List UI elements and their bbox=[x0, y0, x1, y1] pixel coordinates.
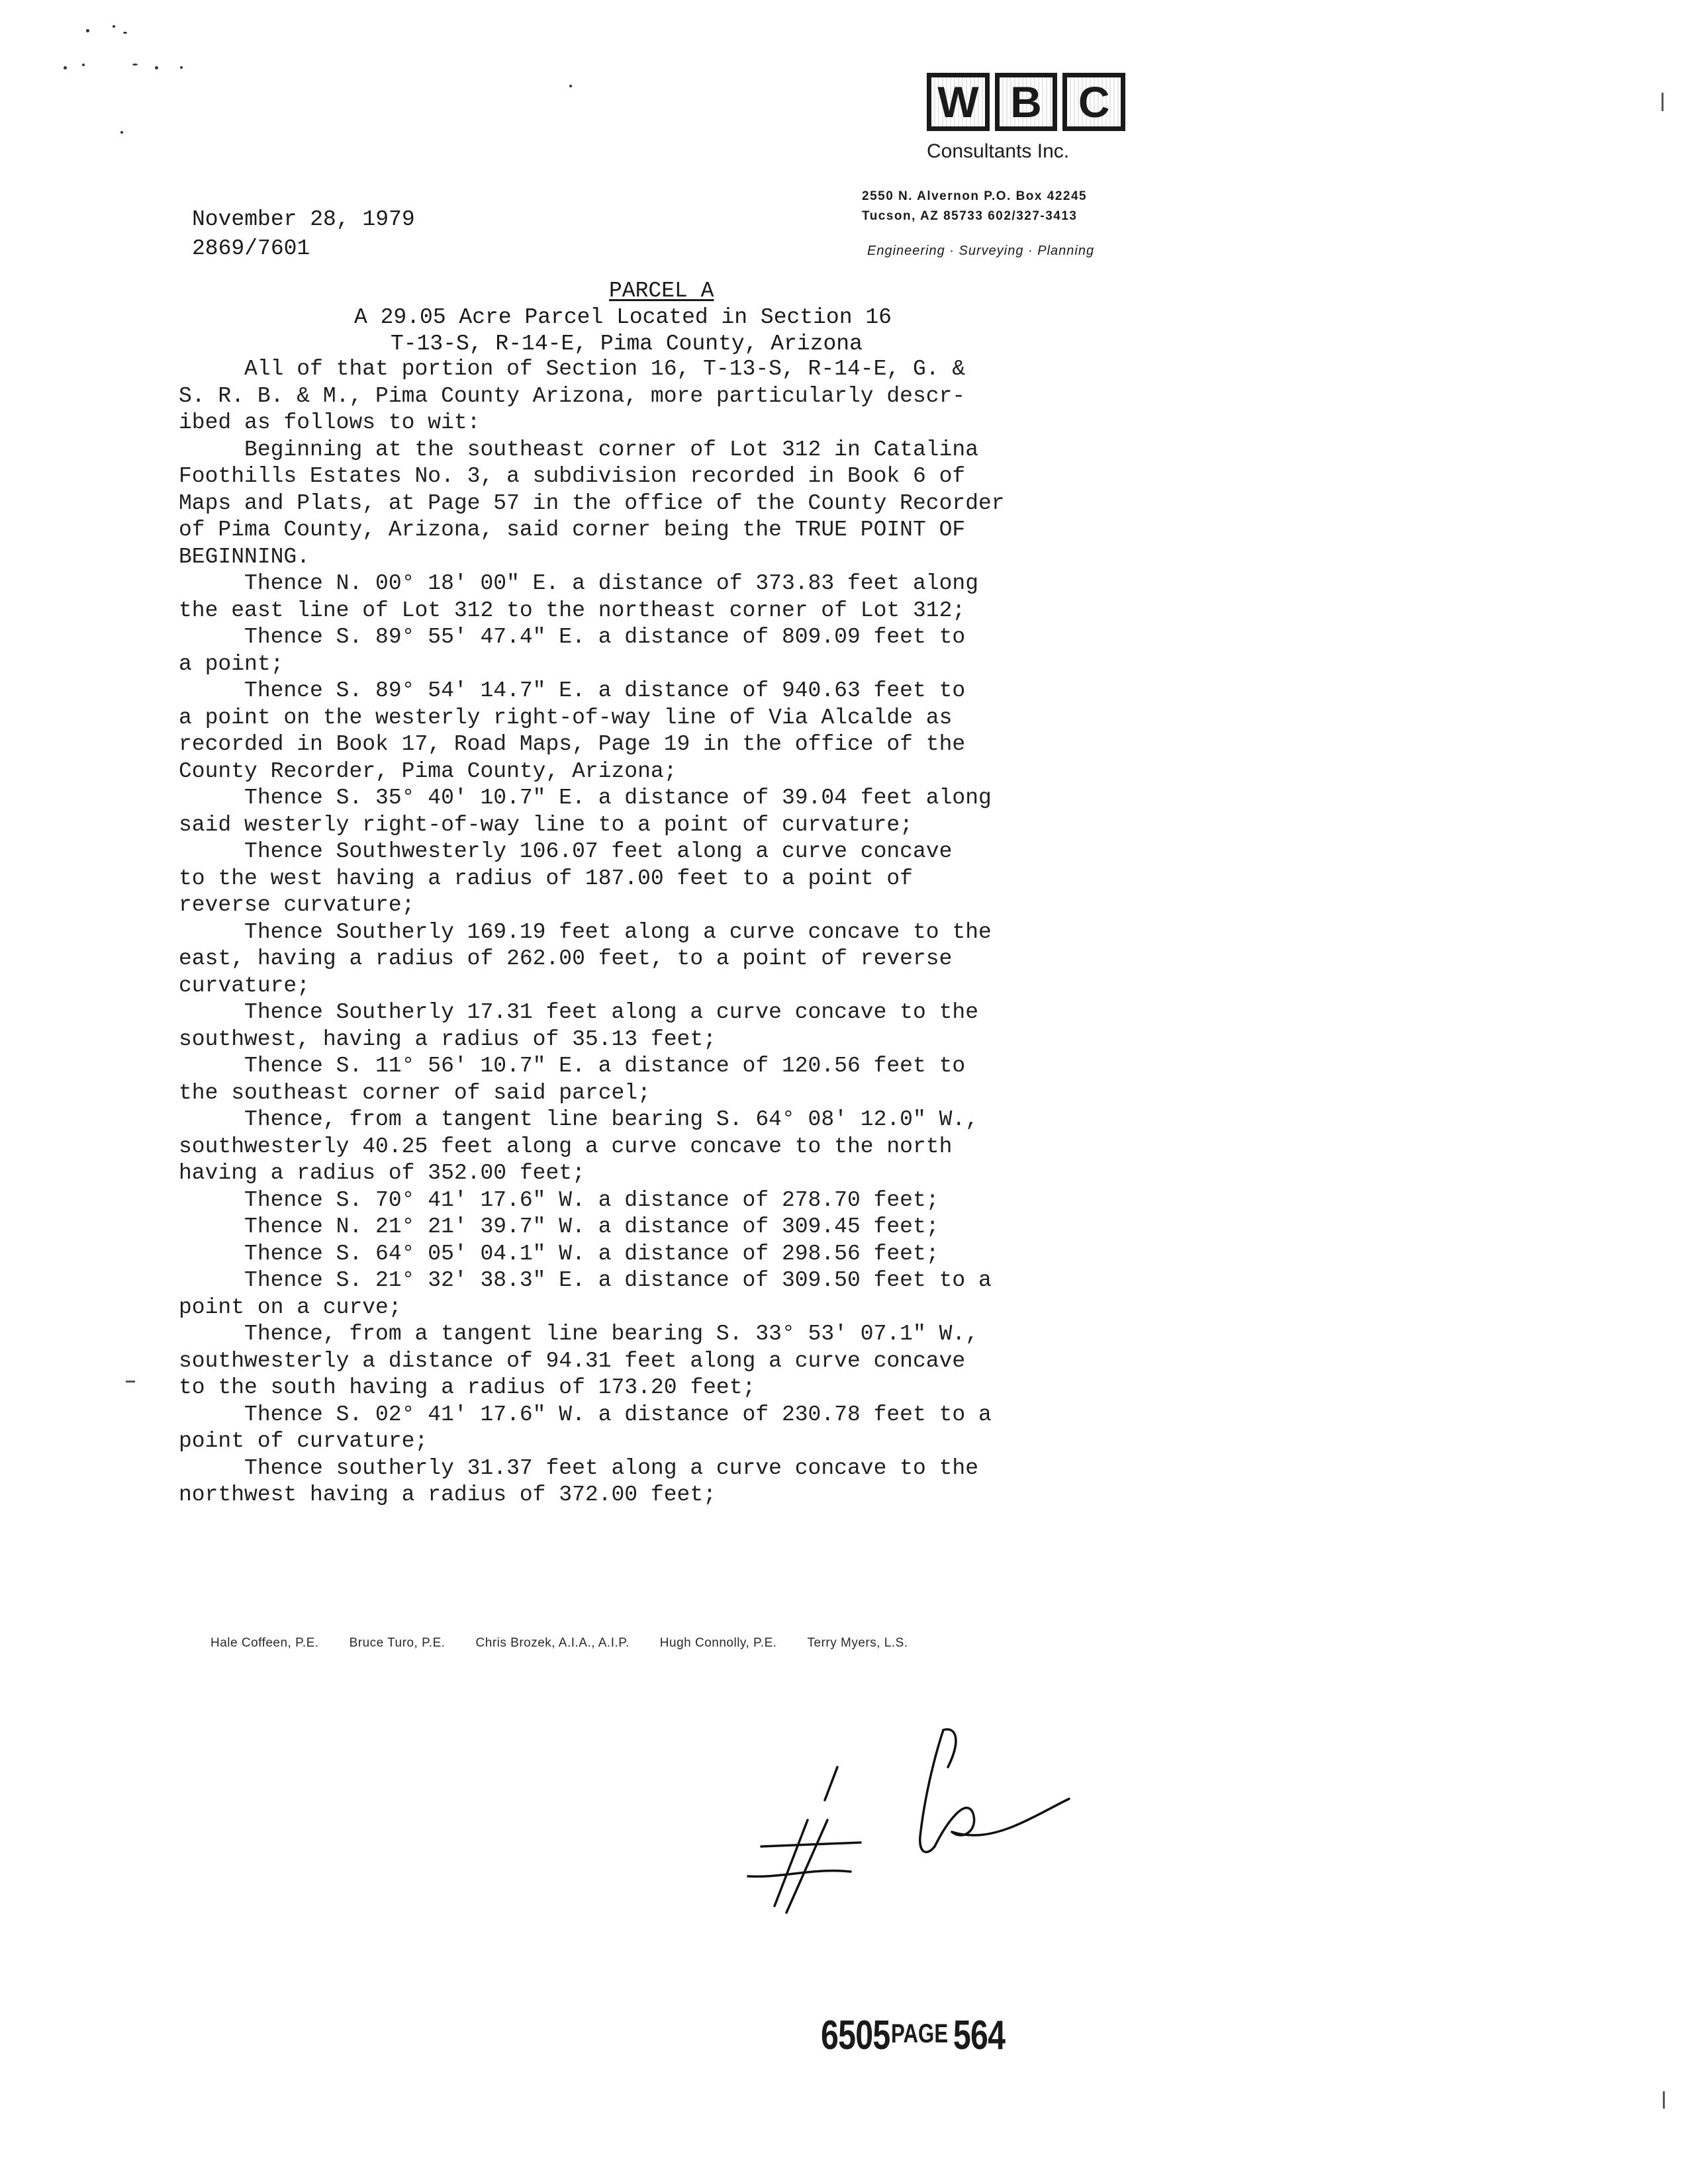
letter-date: November 28, 1979 bbox=[192, 207, 415, 232]
page-number: 564 bbox=[953, 2013, 1006, 2058]
logo-letter-b: B bbox=[995, 73, 1058, 131]
company-address bbox=[862, 187, 1180, 226]
description-line: BEGINNING. bbox=[179, 544, 310, 569]
scan-speck bbox=[180, 66, 183, 69]
logo-letter-w: W bbox=[927, 73, 990, 131]
margin-mark bbox=[1662, 93, 1664, 111]
file-number: 2869/7601 bbox=[192, 236, 310, 261]
description-line: Thence S. 64° 05' 04.1" W. a distance of 298.56 feet; bbox=[179, 1241, 939, 1266]
description-line: Beginning at the southeast corner of Lot 312 in Catalina bbox=[179, 437, 978, 462]
margin-mark bbox=[126, 1381, 135, 1383]
date-block bbox=[192, 205, 415, 263]
description-line: ibed as follows to wit: bbox=[179, 410, 481, 435]
description-line: to the south having a radius of 173.20 feet; bbox=[179, 1375, 756, 1400]
description-line: reverse curvature; bbox=[179, 893, 415, 917]
logo-letter-c: C bbox=[1062, 73, 1125, 131]
description-line: Thence, from a tangent line bearing S. 33° 53' 07.1" W., bbox=[179, 1322, 978, 1346]
staff-name: Bruce Turo, P.E. bbox=[349, 1636, 445, 1650]
address-line: 2550 N. Alvernon P.O. Box 42245 bbox=[862, 189, 1088, 203]
staff-name: Terry Myers, L.S. bbox=[807, 1636, 908, 1650]
staff-name: Chris Brozek, A.I.A., A.I.P. bbox=[475, 1636, 630, 1650]
description-line: Thence S. 89° 54' 14.7" E. a distance of 940.63 feet to bbox=[179, 678, 966, 703]
description-line: point of curvature; bbox=[179, 1429, 428, 1453]
description-line: having a radius of 352.00 feet; bbox=[179, 1161, 585, 1185]
company-services: Engineering · Surveying · Planning bbox=[867, 244, 1095, 258]
address-line: Tucson, AZ 85733 602/327-3413 bbox=[862, 209, 1078, 223]
description-line: Thence southerly 31.37 feet along a curve concave to the bbox=[179, 1455, 978, 1480]
parcel-heading: PARCEL A bbox=[609, 279, 714, 303]
description-line: the southeast corner of said parcel; bbox=[179, 1080, 651, 1105]
description-line: Thence Southerly 17.31 feet along a curve concave to the bbox=[179, 1000, 978, 1024]
scan-speck bbox=[132, 64, 138, 66]
docket-number: 6505 bbox=[821, 2013, 890, 2058]
description-line: S. R. B. & M., Pima County Arizona, more particularly descr- bbox=[179, 383, 966, 408]
description-line: Thence S. 11° 56' 10.7" E. a distance of 120.56 feet to bbox=[179, 1054, 966, 1078]
description-line: southwest, having a radius of 35.13 feet; bbox=[179, 1026, 716, 1052]
description-line: east, having a radius of 262.00 feet, to a point of reverse bbox=[179, 946, 953, 971]
description-line: Thence S. 02° 41' 17.6" W. a distance of 230.78 feet to a bbox=[179, 1402, 992, 1427]
description-line: Thence S. 89° 55' 47.4" E. a distance of 809.09 feet to bbox=[179, 625, 966, 649]
description-line: curvature; bbox=[179, 973, 310, 998]
scan-speck bbox=[569, 85, 572, 87]
description-line: Thence S. 21° 32' 38.3" E. a distance of 309.50 feet to a bbox=[179, 1268, 992, 1293]
description-line: Thence, from a tangent line bearing S. 64° 08' 12.0" W., bbox=[179, 1107, 978, 1132]
description-line: a point; bbox=[179, 651, 284, 676]
description-line: Thence Southwesterly 106.07 feet along a curve concave bbox=[179, 839, 953, 864]
description-line: recorded in Book 17, Road Maps, Page 19 in the office of the bbox=[179, 732, 966, 756]
scan-speck bbox=[113, 25, 115, 28]
page-label: PAGE bbox=[891, 2019, 949, 2048]
scan-speck bbox=[120, 131, 123, 134]
legal-description bbox=[179, 356, 1172, 1509]
parcel-location: T-13-S, R-14-E, Pima County, Arizona bbox=[391, 332, 863, 356]
description-line: Thence S. 35° 40' 10.7" E. a distance of 39.04 feet along bbox=[179, 786, 992, 810]
description-line: Thence N. 21° 21' 39.7" W. a distance of 309.45 feet; bbox=[179, 1214, 939, 1239]
scan-speck bbox=[86, 29, 89, 32]
description-line: point on a curve; bbox=[179, 1295, 402, 1320]
description-line: Thence S. 70° 41' 17.6" W. a distance of 278.70 feet; bbox=[179, 1187, 939, 1212]
scan-speck bbox=[155, 66, 158, 69]
company-name: Consultants Inc. bbox=[927, 140, 1070, 162]
description-line: southwesterly 40.25 feet along a curve concave to the north bbox=[179, 1134, 953, 1159]
description-line: Maps and Plats, at Page 57 in the office of the County Recorder bbox=[179, 490, 1005, 516]
description-line: of Pima County, Arizona, said corner being the TRUE POINT OF bbox=[179, 518, 966, 542]
description-line: Thence N. 00° 18' 00" E. a distance of 373.83 feet along bbox=[179, 571, 978, 596]
margin-mark bbox=[1663, 2091, 1665, 2109]
staff-list bbox=[211, 1636, 1137, 1651]
staff-name: Hugh Connolly, P.E. bbox=[659, 1636, 777, 1650]
description-line: Thence Southerly 169.19 feet along a curve concave to the bbox=[179, 919, 992, 944]
scan-speck bbox=[82, 64, 85, 66]
description-line: said westerly right-of-way line to a point of curvature; bbox=[179, 812, 913, 837]
recording-stamp bbox=[821, 2012, 1005, 2059]
description-line: Foothills Estates No. 3, a subdivision recorded in Book 6 of bbox=[179, 464, 966, 488]
description-line: the east line of Lot 312 to the northeast corner of Lot 312; bbox=[179, 598, 966, 623]
description-line: All of that portion of Section 16, T-13-S, R-14-E, G. & bbox=[179, 357, 966, 381]
scan-speck bbox=[64, 66, 67, 69]
staff-name: Hale Coffeen, P.E. bbox=[211, 1636, 319, 1650]
parcel-subtitle: A 29.05 Acre Parcel Located in Section 16 bbox=[354, 305, 892, 330]
company-logo bbox=[927, 73, 1125, 131]
description-line: northwest having a radius of 372.00 feet; bbox=[179, 1482, 716, 1507]
scan-speck bbox=[123, 32, 127, 34]
description-line: southwesterly a distance of 94.31 feet along a curve concave bbox=[179, 1348, 966, 1373]
parcel-title-block bbox=[179, 278, 1172, 357]
handwritten-signature bbox=[702, 1721, 1112, 1919]
description-line: a point on the westerly right-of-way line of Via Alcalde as bbox=[179, 705, 953, 730]
description-line: to the west having a radius of 187.00 feet to a point of bbox=[179, 866, 913, 891]
description-line: County Recorder, Pima County, Arizona; bbox=[179, 758, 677, 784]
